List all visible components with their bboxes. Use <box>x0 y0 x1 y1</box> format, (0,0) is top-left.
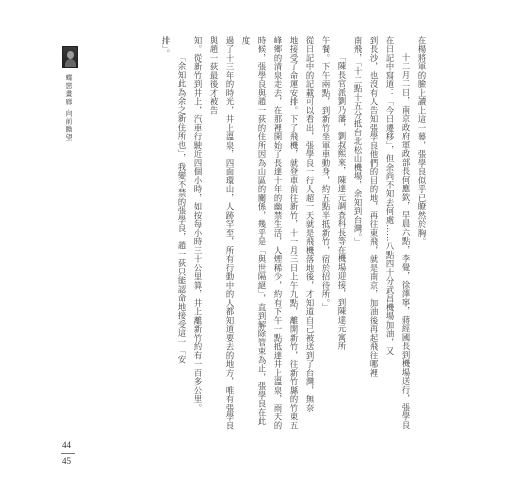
paragraph-7: 午餐。下午兩點，到新竹坐軍車動身，約五點半抵新竹，宿於招待所。」 <box>321 36 331 312</box>
paragraph-8: 從日記中的記載可以看出，張學良一行人超一天就是飛機落地後，才知道自己被送到了台灣，無奈 <box>305 36 315 413</box>
paragraph-14: 「余知此為余之新住所也」，我變不禁的張學良，趙一荻只能認命地接受這一「安 <box>177 52 187 364</box>
running-head: 蝶戀畫廊 向前瞻望 <box>65 74 73 142</box>
paragraph-4: 到長沙，也沒有人告知張學良他們的目的地，再往東飛，就是南京，加油後再起飛往哪裡 <box>369 36 379 378</box>
main-text-block <box>100 36 430 432</box>
paragraph-13: 知。從新竹到井上，汽車行駛近四個小時，如按每小時三十公里算，井上離新竹約有一百多公里。 <box>193 36 203 413</box>
paragraph-2: 十二月二日，南京政府軍政部長何應欽，早晨六點，李覺，徐澤寧，蔣經國長到機場送行，張學良 <box>401 52 411 429</box>
portrait-face <box>67 51 74 59</box>
paragraph-11: 時候，張學良與趙一荻的住所因為山區的關係，幾乎是「與世隔絕」，直到解除管束為止，張學良在此度 <box>241 36 267 426</box>
portrait-body <box>65 59 76 67</box>
paragraph-15: 排」。 <box>161 36 171 59</box>
page-number-divider <box>61 453 75 454</box>
paragraph-9: 地接受了命運安排。下了飛機，就登車前往新竹，十一月三日上午九點，離開新竹，往新竹縣的竹東五 <box>289 36 299 430</box>
page-number-left: 44 <box>62 440 71 450</box>
paragraph-3: 在日記中寫道：「今日遷移」，但余尚不知去何處……八點四十分武昌機場加油，又 <box>385 36 395 356</box>
page-number-right: 45 <box>62 456 71 466</box>
paragraph-5: 南飛，「十二點十五分抵台北松山機場，余知到台灣。」 <box>353 36 363 247</box>
paragraph-6: 「陳長官派劉乃藩，劉叔熙來，陳達元調查科長等在機場迎接，到陳達元寓所 <box>337 52 347 351</box>
paragraph-12: 過了十三年的時光，井上溫泉，四面環山，人跡罕至，所有行動中的人都知道要去的地方，唯有張學良與趙一荻最後才被告 <box>209 36 235 430</box>
author-portrait-image <box>62 46 78 68</box>
paragraph-1: 在楊將軍的臉上讀上這一幕，張學良似乎已瞭然於胸。 <box>417 36 427 246</box>
paragraph-10: 峰鄉的清泉走去，在那裡開始了長達十年的幽禁生活，人煙稀少，約有下午一點抵達井上溫泉，雨天的 <box>273 36 283 430</box>
